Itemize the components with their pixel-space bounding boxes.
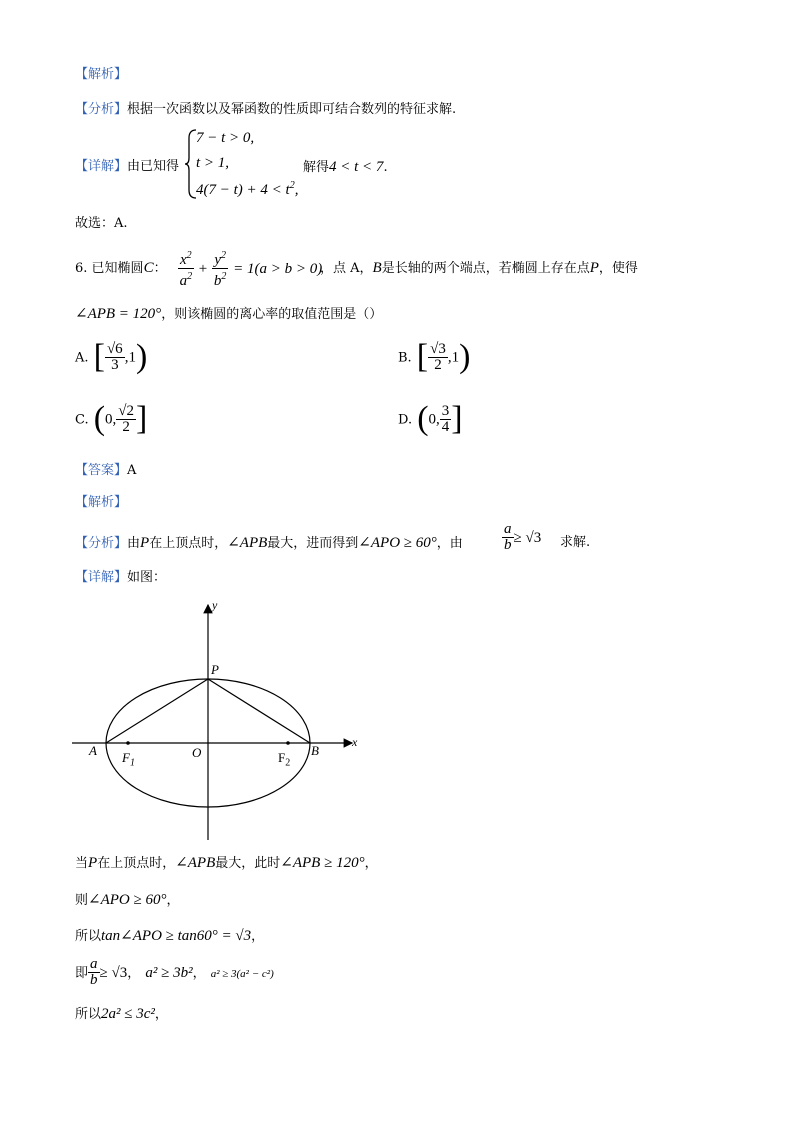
- option-c-label: C.: [75, 412, 89, 428]
- derivation-line-4: 即 $\frac{a}{b}$ ≥ √3， a² ≥ 3b²， a² ≥ 3(a² − c²): [75, 956, 274, 988]
- focus-f2: [286, 741, 290, 745]
- answer-value: A: [127, 463, 137, 478]
- option-d[interactable]: D. (0, $\frac{3}{4}$ ]: [398, 400, 463, 437]
- question-6-line2: ∠APB = 120°，则该椭圆的离心率的取值范围是（）: [75, 306, 383, 322]
- derivation-line-5: 所以2a² ≤ 3c²，: [75, 1006, 168, 1022]
- label-a: A: [89, 743, 97, 758]
- choose-line: 故选：A.: [75, 216, 128, 231]
- fenxi-line-6: 【分析】由P在上顶点时，∠APB最大，进而得到∠APO ≥ 60°，由: [75, 535, 463, 551]
- option-a-label: A.: [75, 350, 89, 366]
- system-eq-1: 7 − t > 0,: [196, 130, 255, 146]
- derivation-line-3: 所以tan∠APO ≥ tan60° = √3，: [75, 928, 265, 944]
- label-y: y: [212, 598, 218, 612]
- var-c: C: [143, 260, 154, 276]
- colon: ：: [153, 261, 167, 276]
- result-inequality: 4 < t < 7: [329, 159, 384, 175]
- label-f1: $F_1$: [122, 750, 135, 769]
- youyi-text: 由已知得: [127, 159, 180, 174]
- fenxi-tag: 【分析】: [75, 102, 128, 117]
- label-b: B: [311, 743, 319, 758]
- label-o: O: [192, 745, 202, 760]
- option-c[interactable]: C. (0, $\frac{√2}{2}$ ]: [75, 400, 148, 437]
- segment-pa: [106, 679, 208, 743]
- angle-condition: ∠APB = 120°: [75, 306, 162, 322]
- system-eq-2: t > 1,: [196, 155, 230, 171]
- fenxi-tail: 求解.: [560, 535, 591, 550]
- jiede-text: 解得: [303, 160, 330, 175]
- system-eq-3: $4(7 - t) + 4 < t^2$,: [196, 180, 299, 198]
- question-number: 6.: [75, 261, 88, 276]
- q-text-1: 已知椭圆: [91, 261, 144, 276]
- option-d-label: D.: [398, 412, 413, 428]
- label-x: x: [352, 735, 358, 749]
- option-a[interactable]: A. [ $\frac{√6}{3}$ ,1): [75, 338, 148, 375]
- label-f2: $F_2$: [278, 750, 291, 769]
- ellipse-equation: $\frac{x^2}{a^2}$ + $\frac{y^2}{b^2}$ = 1(a > b > 0): [179, 250, 323, 289]
- derivation-line-2: 则∠APO ≥ 60°，: [75, 892, 180, 908]
- xiangjie-line-6: 【详解】如图：: [75, 570, 167, 585]
- question-6-line1b: ，点 A，B是长轴的两个端点，若椭圆上存在点P，使得: [320, 260, 638, 276]
- jiede-line: 解得4 < t < 7.: [303, 159, 388, 175]
- answer-tag: 【答案】: [75, 463, 128, 478]
- label-p: P: [211, 662, 219, 677]
- option-b-label: B.: [398, 350, 412, 366]
- fenxi-fraction: $\frac{a}{b}$ ≥ √3: [504, 521, 542, 553]
- focus-f1: [126, 741, 130, 745]
- segment-pb: [208, 679, 310, 743]
- fenxi-text: 根据一次函数以及幂函数的性质即可结合数列的特征求解.: [127, 102, 457, 117]
- analysis-tag: 【解析】: [75, 67, 128, 82]
- derivation-line-1: 当P在上顶点时，∠APB最大，此时∠APB ≥ 120°，: [75, 855, 378, 871]
- option-b[interactable]: B. [ $\frac{√3}{2}$ ,1): [398, 338, 471, 375]
- xiangjie-tag: 【详解】: [75, 159, 128, 174]
- analysis-tag-6: 【解析】: [75, 495, 128, 510]
